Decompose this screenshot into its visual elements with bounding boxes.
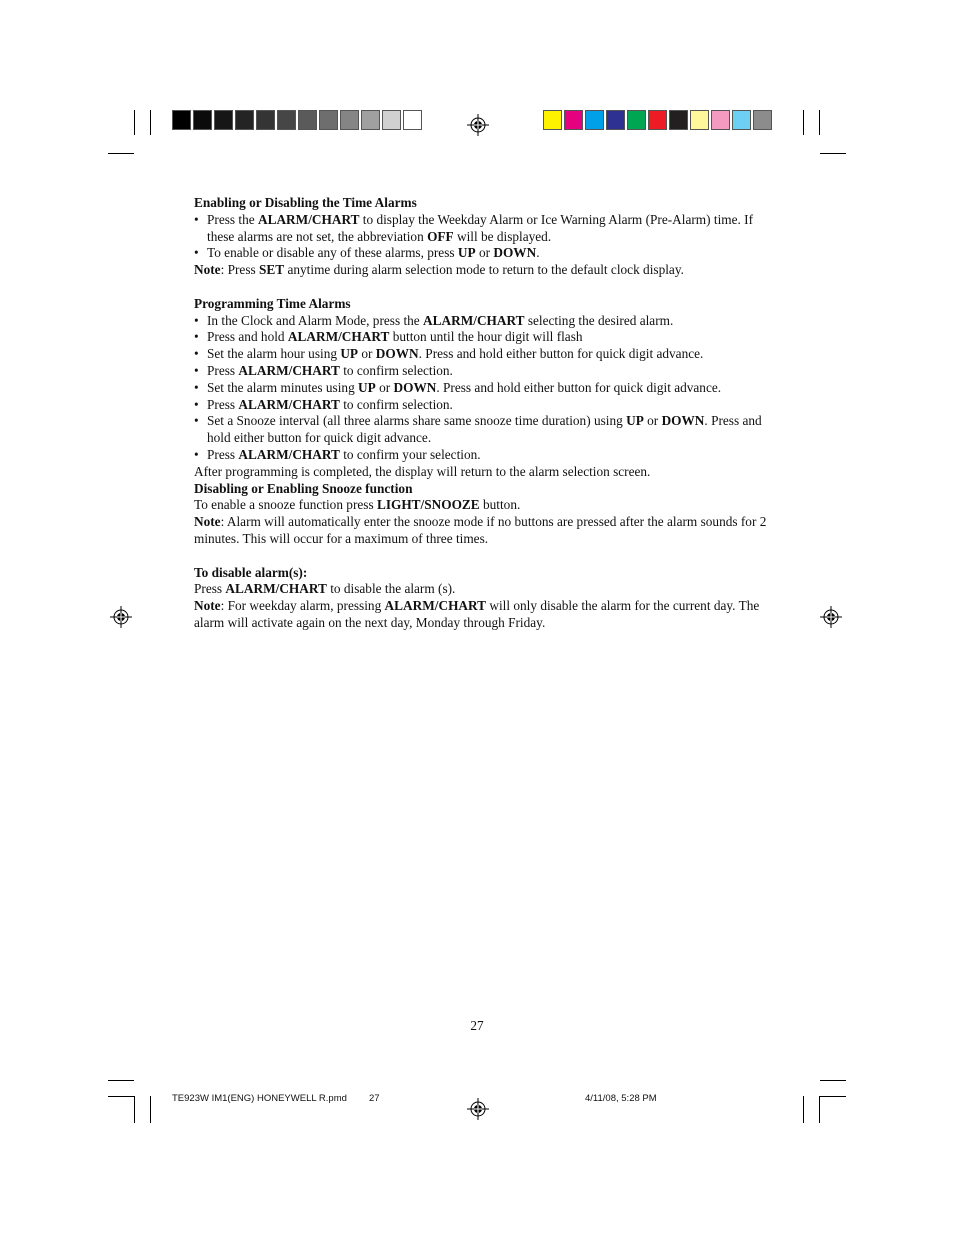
bold-text: ALARM/CHART	[423, 312, 525, 328]
paragraph: After programming is completed, the display will return to the alarm selection screen.	[194, 463, 651, 479]
color-swatch	[319, 110, 338, 130]
note-label: Note	[194, 598, 221, 614]
main-content	[194, 195, 774, 632]
crop-mark	[108, 153, 134, 154]
text: Set the alarm hour using	[207, 346, 341, 362]
color-swatch	[172, 110, 191, 130]
page-number: 27	[470, 1018, 484, 1033]
list-item	[194, 397, 774, 414]
section-heading: Disabling or Enabling Snooze function	[194, 480, 413, 496]
text: or	[475, 245, 494, 261]
list-item	[194, 413, 774, 447]
text: Set a Snooze interval (all three alarms share same snooze time duration) using	[207, 413, 627, 429]
color-swatch	[732, 110, 751, 130]
color-swatch	[606, 110, 625, 130]
text: . Press and hold either button for quick digit advance.	[418, 346, 704, 362]
color-swatch	[669, 110, 688, 130]
text: selecting the desired alarm.	[524, 312, 674, 328]
color-swatch	[256, 110, 275, 130]
crop-mark	[108, 1080, 134, 1081]
color-swatch	[543, 110, 562, 130]
crop-mark	[820, 1080, 846, 1081]
list-item	[194, 363, 774, 380]
bold-text: UP	[457, 245, 476, 261]
text: will be displayed.	[453, 228, 552, 244]
text: to confirm your selection.	[339, 446, 481, 462]
crop-mark	[803, 110, 804, 135]
text: . Press and hold either button for quick digit advance.	[207, 413, 762, 446]
color-swatch	[193, 110, 212, 130]
bold-text: ALARM/CHART	[238, 362, 340, 378]
section-heading: To disable alarm(s):	[194, 564, 308, 580]
text: will only disable the alarm for the current day. The alarm will activate again on the next day, Monday through Friday.	[194, 598, 760, 630]
text: to confirm selection.	[339, 396, 453, 412]
crop-mark	[150, 110, 151, 135]
registration-mark-icon	[110, 606, 132, 628]
color-swatch	[648, 110, 667, 130]
bold-text: LIGHT/SNOOZE	[376, 497, 480, 513]
note-label: Note	[194, 514, 221, 530]
note-label: Note	[194, 262, 221, 278]
grayscale-color-bar	[172, 110, 424, 132]
list-item	[194, 313, 774, 330]
registration-mark-icon	[467, 114, 489, 136]
color-swatch	[403, 110, 422, 130]
text: to display the Weekday Alarm or Ice Warning Alarm (Pre-Alarm) time. If these alarms are not set, the abbreviation	[207, 211, 754, 244]
bold-text: UP	[340, 346, 359, 362]
color-swatch	[214, 110, 233, 130]
color-swatch	[361, 110, 380, 130]
bold-text: ALARM/CHART	[257, 211, 360, 227]
bold-text: UP	[358, 379, 376, 395]
text: Press and hold	[207, 329, 288, 345]
footer-page: 27	[369, 1093, 380, 1104]
bold-text: ALARM/CHART	[225, 581, 327, 597]
color-swatch	[382, 110, 401, 130]
registration-mark-icon	[467, 1098, 489, 1120]
color-swatch	[298, 110, 317, 130]
text: to confirm selection.	[339, 362, 453, 378]
bold-text: DOWN	[661, 413, 705, 429]
text: button.	[479, 497, 521, 513]
registration-mark-icon	[820, 606, 842, 628]
text: Press	[207, 446, 239, 462]
bold-text: ALARM/CHART	[287, 329, 390, 345]
bold-text: SET	[259, 262, 285, 278]
text: To enable a snooze function press	[194, 497, 377, 513]
color-swatch	[585, 110, 604, 130]
text: button until the hour digit will flash	[389, 329, 583, 345]
crop-mark	[134, 110, 135, 135]
footer-datetime: 4/11/08, 5:28 PM	[585, 1093, 657, 1104]
color-swatch	[564, 110, 583, 130]
crop-mark	[820, 153, 846, 154]
bold-text: ALARM/CHART	[238, 446, 340, 462]
text: to disable the alarm (s).	[326, 581, 456, 597]
text: or	[375, 379, 394, 395]
text: In the Clock and Alarm Mode, press the	[207, 312, 424, 328]
crop-mark	[150, 1096, 151, 1123]
text: Press	[207, 396, 239, 412]
text: : Alarm will automatically enter the snooze mode if no buttons are pressed after the alarm sounds for 2 minutes. This will occur for a maximum of three times.	[194, 514, 767, 546]
text: Press	[194, 581, 226, 597]
color-swatch	[277, 110, 296, 130]
color-swatch	[340, 110, 359, 130]
list-item	[194, 329, 774, 346]
text: or	[358, 346, 376, 362]
text: To enable or disable any of these alarms, press	[207, 245, 458, 261]
text: : Press	[220, 262, 260, 278]
list-item	[194, 346, 774, 363]
list-item	[194, 447, 774, 464]
text: Set the alarm minutes using	[207, 379, 359, 395]
text: anytime during alarm selection mode to return to the default clock display.	[284, 262, 684, 278]
bold-text: DOWN	[493, 245, 537, 261]
crop-mark	[820, 1096, 846, 1097]
note	[194, 514, 774, 548]
section-heading: Enabling or Disabling the Time Alarms	[194, 195, 417, 210]
text: : For weekday alarm, pressing	[220, 598, 385, 614]
text: .	[536, 245, 540, 261]
list-item	[194, 245, 774, 262]
crop-mark	[134, 1096, 135, 1123]
paragraph	[194, 581, 774, 598]
text: or	[643, 413, 662, 429]
crop-mark	[819, 1096, 820, 1123]
bold-text: ALARM/CHART	[238, 396, 340, 412]
footer-filename: TE923W IM1(ENG) HONEYWELL R.pmd	[172, 1093, 347, 1104]
crop-mark	[803, 1096, 804, 1123]
paragraph	[194, 497, 774, 514]
note	[194, 598, 774, 632]
bold-text: DOWN	[393, 379, 437, 395]
color-swatch	[690, 110, 709, 130]
color-swatch	[711, 110, 730, 130]
crop-mark	[108, 1096, 134, 1097]
bold-text: OFF	[427, 228, 454, 244]
list-item	[194, 380, 774, 397]
section-heading: Programming Time Alarms	[194, 295, 351, 311]
bold-text: DOWN	[375, 346, 419, 362]
color-swatch	[627, 110, 646, 130]
list-item	[194, 212, 774, 246]
crop-mark	[819, 110, 820, 135]
text: Press the	[207, 211, 258, 227]
color-swatch	[235, 110, 254, 130]
bold-text: UP	[626, 413, 644, 429]
text: Press	[207, 362, 239, 378]
color-swatch	[753, 110, 772, 130]
note	[194, 262, 774, 279]
bold-text: ALARM/CHART	[384, 598, 487, 614]
process-color-bar	[543, 110, 774, 132]
text: . Press and hold either button for quick digit advance.	[436, 379, 722, 395]
